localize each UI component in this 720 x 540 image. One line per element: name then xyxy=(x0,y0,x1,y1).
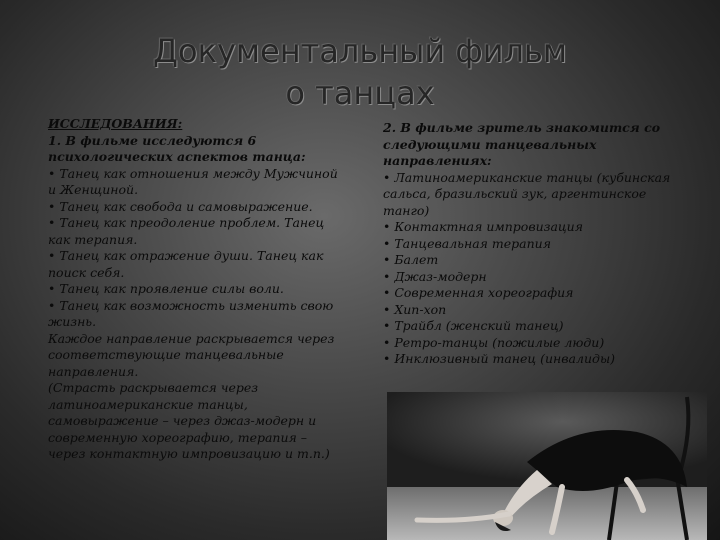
aspect-item: • Танец как преодоление проблем. Танец как терапия. xyxy=(48,215,325,247)
closing-text: Каждое направление раскрывается через соответствующие танцевальные направления. xyxy=(48,330,335,379)
closing-note: (Страсть раскрывается через латиноамериканские танцы, самовыражение – через джаз-модерн и современную хореографию, терапия – через контактную импровизацию и т.п.) xyxy=(48,380,330,461)
aspect-item: • Танец как отношения между Мужчиной и Женщиной. xyxy=(48,165,338,197)
aspect-item: • Танец как отражение души. Танец как поиск себя. xyxy=(48,248,324,280)
research-heading: ИССЛЕДОВАНИЯ: xyxy=(48,116,183,131)
style-item: • Трайбл (женский танец) xyxy=(383,318,564,333)
style-item: • Ретро-танцы (пожилые люди) xyxy=(383,334,605,350)
research-intro: 1. В фильме исследуются 6 психологических аспектов танца: xyxy=(48,132,306,164)
dancer-photo xyxy=(387,392,707,540)
left-text-column xyxy=(48,116,343,463)
title-line-1: Документальный фильм xyxy=(153,32,567,70)
style-item: • Джаз-модерн xyxy=(383,268,487,284)
style-item: • Хип-хоп xyxy=(383,301,447,317)
title-line-2: о танцах xyxy=(285,74,435,112)
style-item: • Латиноамериканские танцы (кубинская сальса, бразильский зук, аргентинское танго) xyxy=(383,169,671,218)
styles-intro: 2. В фильме зритель знакомится со следующими танцевальных направлениях: xyxy=(383,120,661,168)
style-item: • Инклюзивный танец (инвалиды) xyxy=(383,351,616,366)
style-item: • Контактная импровизация xyxy=(383,219,583,234)
aspect-item: • Танец как возможность изменить свою жизнь. xyxy=(48,297,334,329)
slide-title xyxy=(60,30,660,114)
style-item: • Балет xyxy=(383,252,439,267)
style-item: • Современная хореография xyxy=(383,285,574,300)
aspect-item: • Танец как проявление силы воли. xyxy=(48,281,284,296)
dancer-backbend-illustration xyxy=(387,392,707,540)
aspect-item: • Танец как свобода и самовыражение. xyxy=(48,198,313,214)
style-item: • Танцевальная терапия xyxy=(383,235,551,251)
right-text-column xyxy=(383,120,683,368)
